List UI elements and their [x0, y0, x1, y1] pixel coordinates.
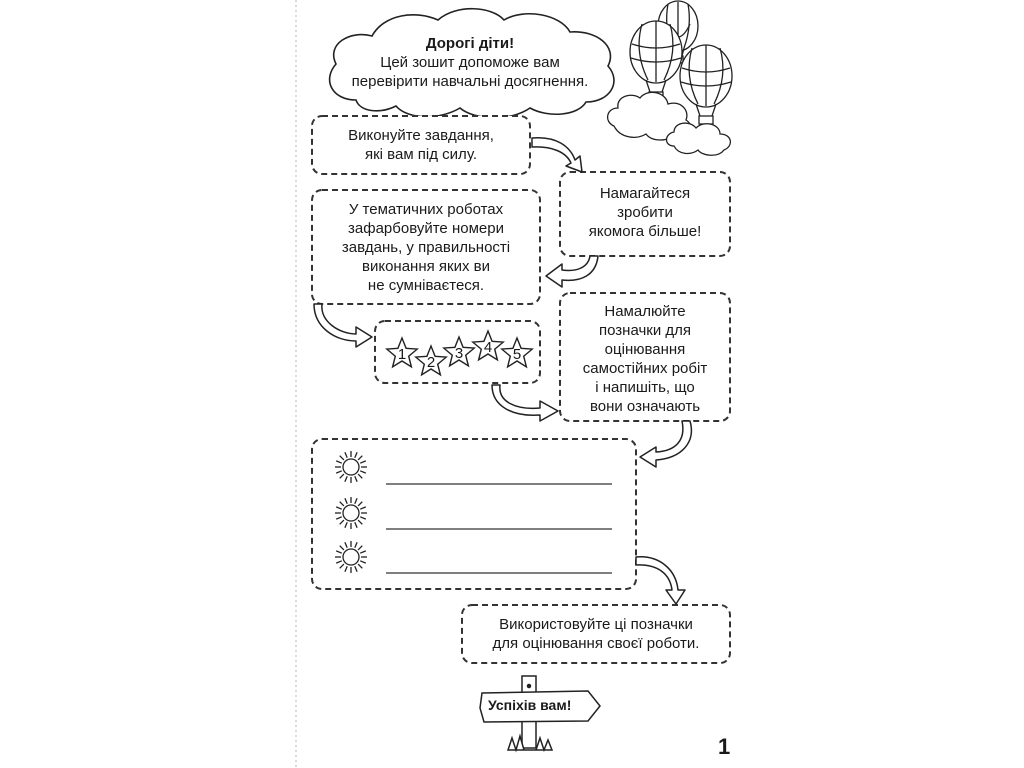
arrow-step3-to-stars [314, 304, 372, 347]
step4-text [560, 302, 730, 416]
arrow-symbols-to-step5 [636, 557, 685, 604]
small-cloud-2 [667, 123, 731, 155]
step5-text [462, 615, 730, 653]
step3-line: виконання яких ви [362, 258, 490, 275]
greeting-line: Цей зошит допоможе вам [380, 54, 560, 71]
step4-line: Намалюйте [604, 303, 686, 320]
balloon-left [630, 21, 682, 100]
step4-line: самостійних робіт [582, 360, 708, 377]
step4-line: оцінювання [604, 341, 686, 358]
step1-line: які вам під силу. [365, 146, 477, 163]
step3-line: не сумніваєтеся. [367, 277, 485, 294]
step2-line: зробити [617, 204, 673, 221]
star-number-5: 5 [512, 346, 522, 363]
step2-line: якомога більше! [588, 223, 702, 240]
page-number: 1 [718, 734, 731, 759]
star-number-3: 3 [454, 345, 464, 362]
step3-text [312, 200, 540, 295]
arrow-step2-to-step3 [546, 256, 598, 287]
sun-icon [335, 497, 367, 529]
signpost-illustration [480, 676, 600, 750]
step4-line: позначки для [598, 322, 692, 339]
star-number-1: 1 [397, 346, 407, 363]
balloon-right [680, 45, 732, 124]
step5-line: для оцінювання своєї роботи. [492, 635, 700, 652]
arrow-step1-to-step2 [532, 138, 582, 172]
star-number-2: 2 [426, 354, 436, 371]
balloons-illustration [608, 1, 732, 155]
step3-line: завдань, у правильності [341, 239, 511, 256]
step2-line: Намагайтеся [599, 185, 691, 202]
step4-line: вони означають [589, 398, 701, 415]
step4-line: і напишіть, що [595, 379, 695, 396]
sun-icon [335, 541, 367, 573]
greeting-line: перевірити навчальні досягнення. [351, 73, 589, 90]
greeting-title: Дорогі діти! [425, 35, 515, 52]
step2-text [560, 184, 730, 241]
step5-line: Використовуйте ці позначки [499, 616, 693, 633]
step1-text [312, 126, 530, 164]
step1-line: Виконуйте завдання, [348, 127, 494, 144]
greeting-text [340, 34, 600, 91]
sun-icon [335, 451, 367, 483]
arrow-stars-to-step4 [492, 385, 558, 421]
star-number-4: 4 [483, 339, 493, 356]
signpost-text: Успіхів вам! [488, 697, 572, 713]
arrow-step4-to-symbols [640, 421, 691, 467]
step3-line: У тематичних роботах [348, 201, 504, 218]
step3-line: зафарбовуйте номери [348, 220, 504, 237]
